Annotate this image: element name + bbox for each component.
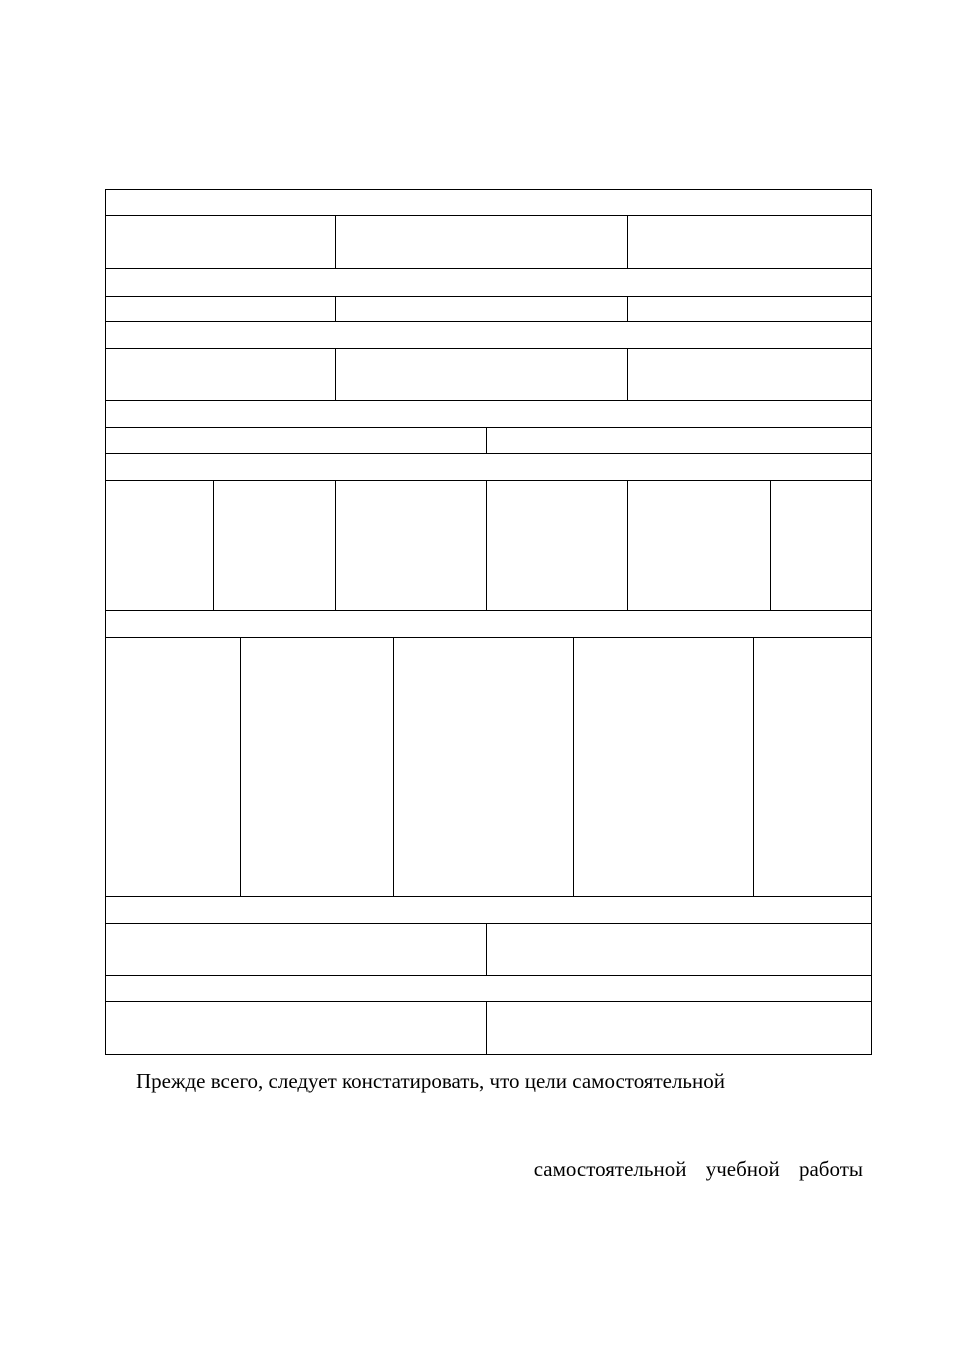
table-row-5-cell [105, 321, 872, 349]
table-row-14-cell-1 [105, 923, 487, 976]
table-row-8-cell-1 [105, 427, 487, 454]
table-row-10-cell-6 [770, 480, 872, 611]
table-row-14-cell-2 [486, 923, 872, 976]
table-row-4-cell-2 [335, 296, 628, 322]
table-row-6-cell-2 [335, 348, 628, 401]
table-row-2-cell-1 [105, 215, 336, 269]
table-row-12-cell-2 [240, 637, 394, 897]
table-row-8-cell-2 [486, 427, 872, 454]
table-row-12-cell-5 [753, 637, 872, 897]
table-row-2-cell-2 [335, 215, 628, 269]
table-row-3-cell [105, 268, 872, 297]
table-row-15-cell [105, 975, 872, 1002]
table-row-10-cell-4 [486, 480, 628, 611]
table-row-2-cell-3 [627, 215, 872, 269]
table-row-16-cell-2 [486, 1001, 872, 1055]
table-row-12-cell-1 [105, 637, 241, 897]
table-row-16-cell-1 [105, 1001, 487, 1055]
table-row-11-cell [105, 610, 872, 638]
paragraph-text-1: Прежде всего, следует констатировать, что цели самостоятельной [136, 1069, 725, 1093]
table-row-10-cell-5 [627, 480, 771, 611]
table-row-9-cell [105, 453, 872, 481]
paragraph-text-2: самостоятельной учебной работы [533, 1157, 863, 1181]
table-row-13-cell [105, 896, 872, 924]
table-row-6-cell-3 [627, 348, 872, 401]
table-row-10-cell-3 [335, 480, 487, 611]
table-row-10-cell-2 [213, 480, 336, 611]
table-row-4-cell-3 [627, 296, 872, 322]
table-row-6-cell-1 [105, 348, 336, 401]
table-row-7-cell [105, 400, 872, 428]
table-row-1-cell [105, 189, 872, 216]
table-row-10-cell-1 [105, 480, 214, 611]
table-row-12-cell-4 [573, 637, 754, 897]
table-row-4-cell-1 [105, 296, 336, 322]
table-row-12-cell-3 [393, 637, 574, 897]
